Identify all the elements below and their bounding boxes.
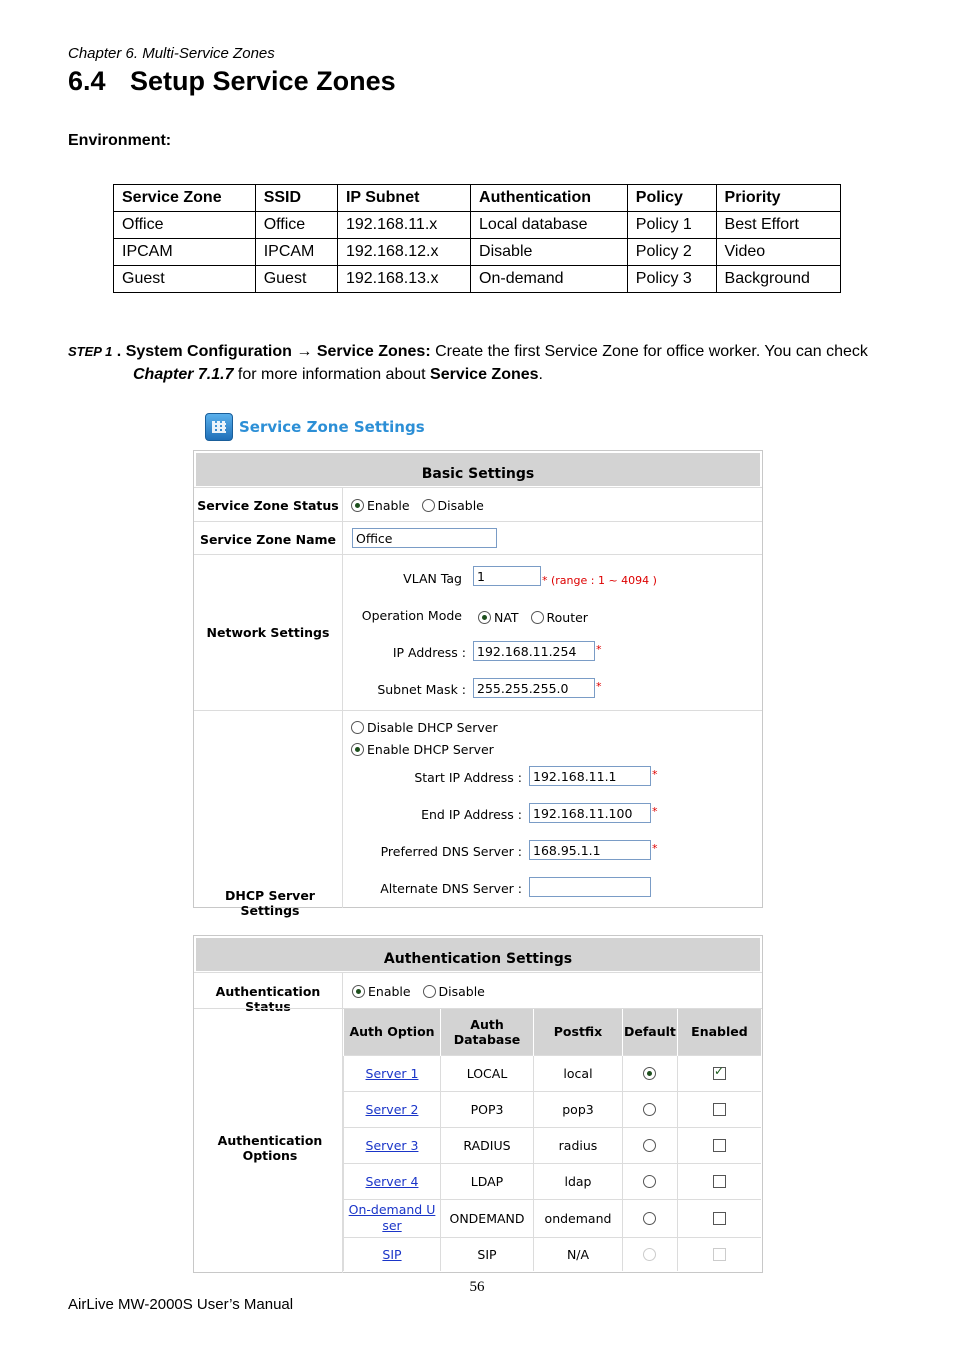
environment-table [113, 184, 841, 293]
router-label: Router [546, 610, 588, 625]
auth-options-label: Authentication Options [217, 1133, 323, 1163]
start-ip-input[interactable]: 192.168.11.1 [529, 766, 651, 786]
postfix-cell: pop3 [534, 1091, 623, 1127]
env-cell: Office [114, 212, 256, 239]
env-header-cell: Policy [627, 185, 716, 212]
vlan-tag-label: VLAN Tag [403, 571, 462, 586]
router-radio[interactable] [531, 611, 544, 624]
alternate-dns-input[interactable] [529, 877, 651, 897]
step-label: STEP 1 [68, 344, 113, 359]
default-radio-disabled [643, 1248, 656, 1261]
env-cell: 192.168.13.x [337, 266, 470, 293]
auth-options-table [343, 1009, 761, 1271]
enabled-checkbox[interactable] [713, 1175, 726, 1188]
dhcp-enable-label: Enable DHCP Server [367, 742, 494, 757]
chapter-reference: Chapter 7.1.7 [133, 366, 234, 383]
env-cell: Guest [114, 266, 256, 293]
default-header: Default [623, 1009, 678, 1055]
alternate-dns-label: Alternate DNS Server : [380, 881, 522, 896]
default-radio[interactable] [643, 1103, 656, 1116]
basic-settings-header: Basic Settings [196, 453, 760, 486]
arrow-icon: → [296, 343, 313, 360]
auth-table-row [344, 1091, 762, 1127]
auth-database-header: Auth Database [441, 1009, 534, 1055]
env-cell: Policy 1 [627, 212, 716, 239]
env-cell: IPCAM [255, 239, 337, 266]
enabled-checkbox[interactable] [713, 1139, 726, 1152]
default-radio[interactable] [643, 1212, 656, 1225]
env-cell: Background [716, 266, 840, 293]
auth-table-row [344, 1199, 762, 1237]
operation-mode-label: Operation Mode [361, 608, 462, 623]
dns-required-mark: * [652, 842, 658, 855]
page-number: 56 [469, 1279, 485, 1295]
end-ip-input[interactable]: 192.168.11.100 [529, 803, 651, 823]
server-4-link[interactable]: Server 4 [365, 1173, 419, 1189]
auth-db-cell: RADIUS [441, 1127, 534, 1163]
mask-required-mark: * [596, 680, 602, 693]
enabled-header: Enabled [677, 1009, 761, 1055]
step-target: Service Zones: [316, 343, 431, 360]
env-header-cell: SSID [255, 185, 337, 212]
postfix-cell: ondemand [534, 1199, 623, 1237]
auth-table-row [344, 1237, 762, 1271]
network-settings-row [194, 554, 762, 711]
section-title: Setup Service Zones [130, 66, 396, 96]
nat-radio[interactable] [478, 611, 491, 624]
enabled-checkbox[interactable] [713, 1103, 726, 1116]
end-ip-required-mark: * [652, 805, 658, 818]
footer-text: AirLive MW-2000S User’s Manual [68, 1296, 294, 1313]
screen-title: Service Zone Settings [239, 418, 425, 436]
zone-disable-label: Disable [437, 498, 484, 513]
postfix-cell: radius [534, 1127, 623, 1163]
enabled-checkbox-disabled [713, 1248, 726, 1261]
subnet-mask-label: Subnet Mask : [377, 682, 466, 697]
auth-db-cell: LDAP [441, 1163, 534, 1199]
ip-address-input[interactable]: 192.168.11.254 [473, 641, 595, 661]
auth-status-radios [352, 984, 485, 999]
env-table-row [114, 239, 841, 266]
environment-label: Environment: [68, 132, 172, 149]
dhcp-disable-label: Disable DHCP Server [367, 720, 498, 735]
auth-table-row [344, 1127, 762, 1163]
step-text-2: for more information about [233, 366, 431, 383]
on-demand-user-link[interactable]: On-demand User [348, 1202, 436, 1233]
dhcp-disable-option [351, 720, 498, 735]
chapter-header: Chapter 6. Multi-Service Zones [68, 45, 275, 62]
step-path: System Configuration [125, 343, 292, 360]
zone-status-label: Service Zone Status [197, 498, 339, 513]
authentication-settings-panel [193, 935, 763, 1273]
server-1-link[interactable]: Server 1 [365, 1065, 419, 1081]
auth-status-row [194, 972, 762, 1014]
default-radio[interactable] [643, 1175, 656, 1188]
auth-enable-label: Enable [368, 984, 411, 999]
zone-status-radios [351, 498, 484, 513]
vlan-range-hint: * (range : 1 ~ 4094 ) [542, 574, 657, 587]
nat-label: NAT [494, 610, 519, 625]
preferred-dns-input[interactable]: 168.95.1.1 [529, 840, 651, 860]
env-table-row [114, 212, 841, 239]
zone-name-label: Service Zone Name [199, 532, 337, 547]
postfix-cell: local [534, 1055, 623, 1091]
env-cell: Video [716, 239, 840, 266]
env-cell: Policy 3 [627, 266, 716, 293]
start-ip-required-mark: * [652, 768, 658, 781]
default-radio[interactable] [643, 1067, 656, 1080]
auth-table-row [344, 1055, 762, 1091]
operation-mode-radios [478, 610, 588, 625]
postfix-header: Postfix [534, 1009, 623, 1055]
preferred-dns-label: Preferred DNS Server : [380, 844, 522, 859]
server-3-link[interactable]: Server 3 [365, 1137, 419, 1153]
env-header-cell: Authentication [471, 185, 628, 212]
auth-disable-label: Disable [438, 984, 485, 999]
ip-address-label: IP Address : [392, 645, 466, 660]
dhcp-settings-row [194, 710, 762, 918]
auth-status-label: Authentication Status [215, 984, 321, 1014]
env-cell: Local database [471, 212, 628, 239]
step-instruction: STEP 1 . System Configuration → Service Zones: Create the first Service Zone for office worker. You can check Chapter 7.1.7 for more information about Service Zones. [68, 343, 868, 383]
env-cell: 192.168.11.x [337, 212, 470, 239]
network-settings-label: Network Settings [206, 625, 330, 640]
dhcp-enable-radio[interactable] [351, 743, 364, 756]
auth-disable-radio[interactable] [423, 985, 436, 998]
zone-status-row [194, 487, 762, 522]
env-cell: On-demand [471, 266, 628, 293]
auth-db-cell: SIP [441, 1237, 534, 1271]
auth-db-cell: POP3 [441, 1091, 534, 1127]
section-number: 6.4 [68, 66, 106, 96]
env-header-cell: Service Zone [114, 185, 256, 212]
service-zone-settings-title [205, 413, 425, 441]
env-header-cell: Priority [716, 185, 840, 212]
env-table-row [114, 266, 841, 293]
step-text-1: Create the first Service Zone for office worker. You can check [430, 343, 868, 360]
dhcp-disable-radio[interactable] [351, 721, 364, 734]
zone-enable-radio[interactable] [351, 499, 364, 512]
end-ip-label: End IP Address : [421, 807, 522, 822]
start-ip-label: Start IP Address : [414, 770, 522, 785]
zone-disable-radio[interactable] [422, 499, 435, 512]
dhcp-enable-option [351, 742, 494, 757]
default-radio[interactable] [643, 1139, 656, 1152]
server-2-link[interactable]: Server 2 [365, 1101, 419, 1117]
zone-enable-label: Enable [367, 498, 410, 513]
step-bold-end: Service Zones [430, 366, 539, 383]
env-cell: 192.168.12.x [337, 239, 470, 266]
auth-option-header: Auth Option [344, 1009, 441, 1055]
subnet-mask-input[interactable]: 255.255.255.0 [473, 678, 595, 698]
auth-table-header-row [344, 1009, 762, 1055]
env-cell: Office [255, 212, 337, 239]
step-period: . [538, 366, 543, 383]
vlan-tag-input[interactable]: 1 [473, 566, 541, 586]
zone-name-input[interactable]: Office [352, 528, 497, 548]
postfix-cell: ldap [534, 1163, 623, 1199]
auth-db-cell: LOCAL [441, 1055, 534, 1091]
zone-name-row [194, 521, 762, 555]
section-heading [68, 66, 396, 97]
enabled-checkbox[interactable] [713, 1067, 726, 1080]
auth-table-row [344, 1163, 762, 1199]
auth-enable-radio[interactable] [352, 985, 365, 998]
env-cell: Guest [255, 266, 337, 293]
env-header-cell: IP Subnet [337, 185, 470, 212]
env-table-header-row [114, 185, 841, 212]
env-cell: Policy 2 [627, 239, 716, 266]
enabled-checkbox[interactable] [713, 1212, 726, 1225]
env-cell: Best Effort [716, 212, 840, 239]
postfix-cell: N/A [534, 1237, 623, 1271]
sip-link[interactable]: SIP [382, 1246, 402, 1262]
env-cell: Disable [471, 239, 628, 266]
auth-db-cell: ONDEMAND [441, 1199, 534, 1237]
settings-grid-icon [205, 413, 233, 441]
basic-settings-panel [193, 450, 763, 918]
auth-settings-header: Authentication Settings [196, 938, 760, 971]
dhcp-settings-label: DHCP Server Settings [225, 888, 315, 918]
ip-required-mark: * [596, 643, 602, 656]
env-cell: IPCAM [114, 239, 256, 266]
